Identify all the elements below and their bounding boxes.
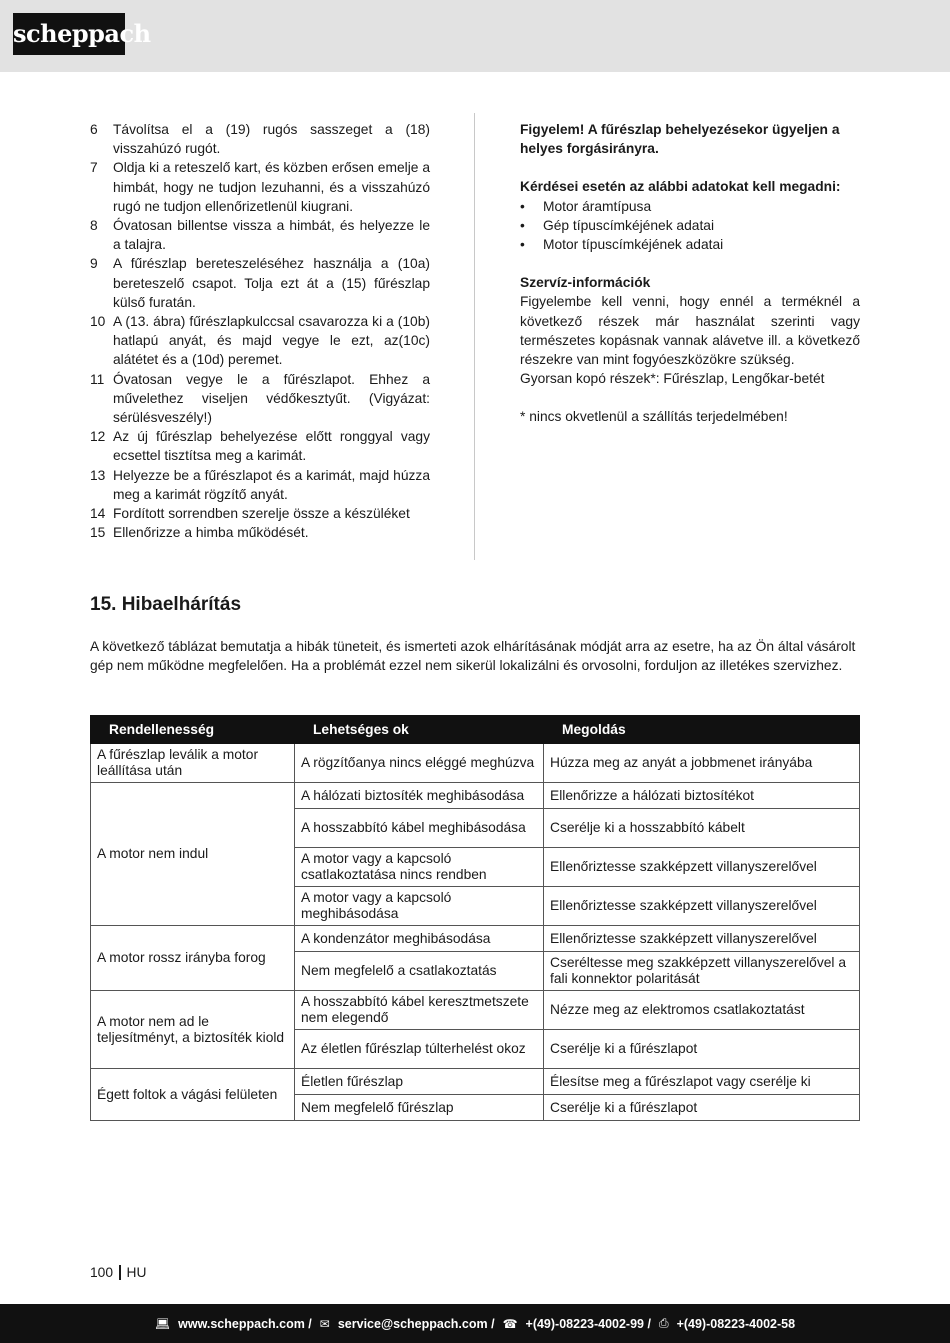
footer-phone: +(49)-08223-4002-99 / (525, 1316, 651, 1331)
phone-icon: ☎︎ (502, 1316, 518, 1331)
step-text: Oldja ki a reteszelő kart, és közben erősen emelje a himbát, hogy ne tudjon lezuhanni, és a visszahúzó rugó ne tudjon ellenőrizetlenül kiugrani. (113, 160, 430, 214)
step-text: Helyezze be a fűrészlapot és a karimát, majd húzza meg a karimát rögzítő anyát. (113, 467, 430, 502)
questions-list (520, 197, 860, 255)
step-number: 6 (90, 122, 98, 137)
table-row (91, 991, 860, 1030)
fix-cell: Ellenőriztesse szakképzett villanyszerelővel (544, 926, 860, 952)
cause-cell: A hosszabbító kábel keresztmetszete nem elegendő (295, 991, 544, 1030)
step-number: 14 (90, 506, 106, 522)
fault-cell: A motor nem ad le teljesítményt, a biztosíték kiold (91, 991, 295, 1069)
list-item (90, 504, 430, 523)
fix-cell: Húzza meg az anyát a jobbmenet irányába (544, 744, 860, 783)
list-item (90, 158, 430, 216)
column-header: Rendellenesség (91, 716, 295, 744)
table-row (91, 926, 860, 952)
step-number: 10 (90, 314, 106, 330)
page-language: HU (126, 1265, 147, 1280)
fix-cell: Ellenőriztesse szakképzett villanyszerelővel (544, 848, 860, 887)
page-number (90, 1265, 146, 1280)
step-number: 15 (90, 525, 106, 541)
list-item: • Gép típuscímkéjének adatai (520, 217, 715, 233)
step-text: Ellenőrizze a himba működését. (113, 525, 309, 541)
step-text: Távolítsa el a (19) rugós sasszeget a (18) visszahúzó rugót. (113, 122, 430, 157)
steps-list (90, 120, 430, 542)
page-header (0, 0, 950, 72)
list-item (90, 427, 430, 465)
fix-cell: Ellenőriztesse szakképzett villanyszerelővel (544, 887, 860, 926)
fix-cell: Élesítse meg a fűrészlapot vagy cserélje ki (544, 1069, 860, 1095)
fault-cell: Égett foltok a vágási felületen (91, 1069, 295, 1121)
list-item (90, 120, 430, 158)
list-item (90, 216, 430, 254)
mail-icon: ✉︎ (319, 1316, 330, 1331)
cause-cell: Nem megfelelő fűrészlap (295, 1095, 544, 1121)
fix-cell: Cseréltesse meg szakképzett villanyszerelővel a fali konnektor polaritását (544, 952, 860, 991)
table-header-row (91, 716, 860, 744)
cause-cell: A motor vagy a kapcsoló meghibásodása (295, 887, 544, 926)
list-item: • Motor típuscímkéjének adatai (520, 237, 724, 253)
step-number: 9 (90, 256, 98, 272)
computer-icon: 💻︎ (154, 1316, 171, 1331)
fix-cell: Cserélje ki a fűrészlapot (544, 1095, 860, 1121)
list-item: • Motor áramtípusa (520, 198, 652, 214)
fix-cell: Ellenőrizze a hálózati biztosítékot (544, 783, 860, 809)
fix-cell: Cserélje ki a fűrészlapot (544, 1030, 860, 1069)
cause-cell: A hálózati biztosíték meghibásodása (295, 783, 544, 809)
step-text: A (13. ábra) fűrészlapkulccsal csavarozza ki a (10b) hatlapú anyát, és majd vegye le ezt, az(10c) alátétet és a (10d) peremet. (113, 314, 430, 368)
wear-parts: Gyorsan kopó részek*: Fűrészlap, Lengőkar-betét (520, 371, 825, 387)
section-title: 15. Hibaelhárítás (90, 594, 242, 615)
step-text: A fűrészlap bereteszeléséhez használja a (10a) bereteszelő csapot. Tolja ezt át a (15) fűrészlap külső furatán. (113, 256, 430, 310)
footnote: * nincs okvetlenül a szállítás terjedelmében! (520, 409, 788, 425)
step-text: Óvatosan billentse vissza a himbát, és helyezze le a talajra. (113, 218, 430, 253)
footer-email[interactable]: service@scheppach.com / (337, 1316, 495, 1331)
info-column (520, 120, 860, 427)
step-text: Az új fűrészlap behelyezése előtt ronggyal vagy ecsettel tisztítsa meg a karimát. (113, 429, 430, 464)
step-text: Fordított sorrendben szerelje össze a készüléket (113, 506, 410, 522)
step-text: Óvatosan vegye le a fűrészlapot. Ehhez a művelethez viseljen védőkesztyűt. (Vigyázat: sérülésveszély!) (113, 371, 430, 426)
step-number: 12 (90, 429, 106, 445)
footer-web[interactable]: www.scheppach.com / (178, 1316, 312, 1331)
list-item (90, 370, 430, 428)
column-header: Lehetséges ok (295, 716, 544, 744)
section-intro: A következő táblázat bemutatja a hibák tüneteit, és ismerteti azok elhárításának módját arra az esetre, ha az Ön által vásárolt gép nem működne megfelelően. Ha a problémát ezzel nem sikerül lokalizálni és orvosolni, forduljon az illetékes szervizhez. (90, 639, 856, 674)
fault-cell: A fűrészlap leválik a motor leállítása után (91, 744, 295, 783)
cause-cell: Nem megfelelő a csatlakoztatás (295, 952, 544, 991)
fault-cell: A motor nem indul (91, 783, 295, 926)
brand-logo: scheppach (13, 13, 125, 55)
list-item (90, 523, 430, 542)
column-header: Megoldás (544, 716, 860, 744)
page-number-value: 100 (90, 1265, 114, 1280)
fax-icon: ⎙ (658, 1316, 669, 1330)
step-number: 11 (90, 371, 105, 387)
table-row (91, 1069, 860, 1095)
cause-cell: Az életlen fűrészlap túlterhelést okoz (295, 1030, 544, 1069)
column-divider (474, 113, 475, 560)
service-text: Figyelembe kell venni, hogy ennél a terméknél a következő részek már használat szerinti vagy természetes kopásnak vannak alávetve ill. a következő részekre van mint fogyóeszközökre szükség. (520, 294, 860, 368)
table-row (91, 744, 860, 783)
table-row (91, 783, 860, 809)
attention-note: Figyelem! A fűrészlap behelyezésekor ügyeljen a helyes forgásirányra. (520, 122, 840, 157)
list-item (90, 466, 430, 504)
page-footer (0, 1304, 950, 1343)
cause-cell: A kondenzátor meghibásodása (295, 926, 544, 952)
list-item (90, 254, 430, 312)
step-number: 8 (90, 218, 98, 234)
list-item (90, 312, 430, 370)
cause-cell: Életlen fűrészlap (295, 1069, 544, 1095)
troubleshooting-table (90, 715, 860, 1121)
cause-cell: A motor vagy a kapcsoló csatlakoztatása nincs rendben (295, 848, 544, 887)
cause-cell: A rögzítőanya nincs eléggé meghúzva (295, 744, 544, 783)
step-number: 13 (90, 467, 106, 483)
footer-fax: +(49)-08223-4002-58 (676, 1316, 796, 1331)
cause-cell: A hosszabbító kábel meghibásodása (295, 809, 544, 848)
steps-column (90, 120, 430, 542)
fault-cell: A motor rossz irányba forog (91, 926, 295, 991)
service-title: Szervíz-információk (520, 275, 651, 291)
step-number: 7 (90, 160, 98, 176)
fix-cell: Cserélje ki a hosszabbító kábelt (544, 809, 860, 848)
questions-title: Kérdései esetén az alábbi adatokat kell megadni: (520, 179, 841, 195)
fix-cell: Nézze meg az elektromos csatlakoztatást (544, 991, 860, 1030)
